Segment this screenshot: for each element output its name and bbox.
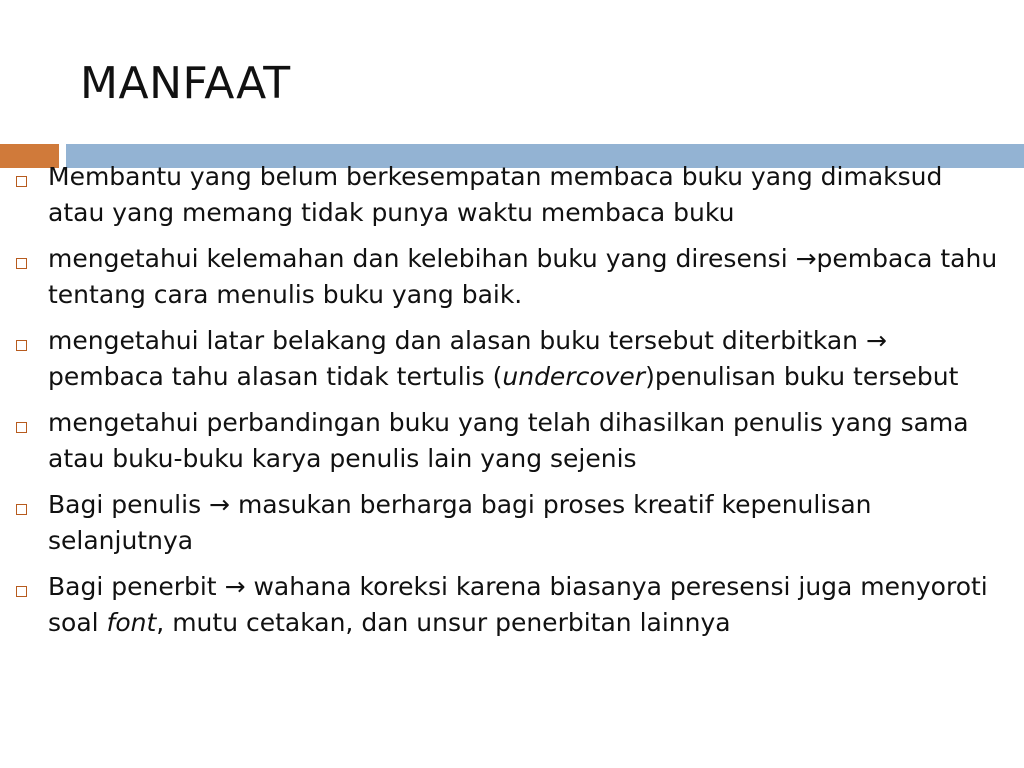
square-outline-bullet-icon [16,504,27,515]
bullet-text: mengetahui latar belakang dan alasan buku tersebut diterbitkan [48,326,866,355]
bullet-text: , mutu cetakan, dan unsur penerbitan lainnya [156,608,731,637]
bullet-italic-text: font [106,608,157,637]
bullet-text: masukan berharga bagi proses kreatif kepenulisan selanjutnya [48,490,872,555]
bullet-item [14,323,1004,395]
square-outline-bullet-icon [16,586,27,597]
square-outline-bullet-icon [16,258,27,269]
bullet-text: pembaca tahu tentang cara menulis buku yang baik. [48,244,998,309]
arrow-right-icon: → [224,572,246,601]
bullet-item [14,241,1004,313]
square-outline-bullet-icon [16,422,27,433]
bullet-text: mengetahui perbandingan buku yang telah dihasilkan penulis yang sama atau buku-buku karya penulis lain yang sejenis [48,408,969,473]
slide-title: MANFAAT [80,58,291,109]
bullet-text: Bagi penerbit [48,572,225,601]
square-outline-bullet-icon [16,176,27,187]
bullet-item [14,405,1004,477]
bullet-text: Bagi penulis [48,490,210,519]
bullet-text: Membantu yang belum berkesempatan membaca buku yang dimaksud atau yang memang tidak punya waktu membaca buku [48,162,943,227]
bullet-item [14,159,1004,231]
bullet-text: pembaca tahu alasan tidak tertulis ( [48,362,503,391]
bullet-text: mengetahui kelemahan dan kelebihan buku yang diresensi [48,244,796,273]
bullet-text: )penulisan buku tersebut [645,362,959,391]
arrow-right-icon: → [795,244,817,273]
arrow-right-icon: → [865,326,887,355]
bullet-italic-text: undercover [502,362,646,391]
bullet-item [14,569,1004,641]
square-outline-bullet-icon [16,340,27,351]
bullet-text: wahana koreksi karena biasanya peresensi juga menyoroti soal [48,572,988,637]
bullet-list [14,159,1004,651]
bullet-item [14,487,1004,559]
arrow-right-icon: → [209,490,230,519]
